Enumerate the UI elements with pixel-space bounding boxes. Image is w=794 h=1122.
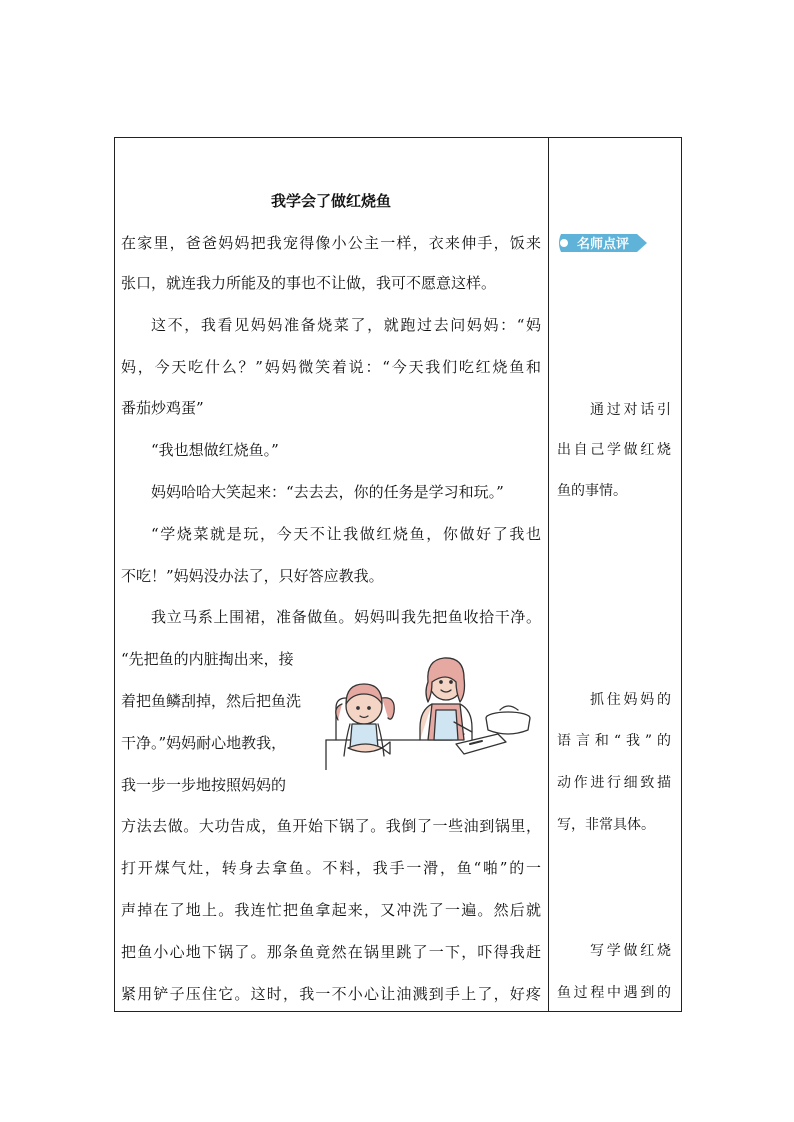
- badge-label: 名师点评: [576, 237, 630, 252]
- paragraph-line: 把鱼小心地下锅了。那条鱼竟然在锅里跳了一下，吓得我赶: [121, 943, 541, 961]
- comment-line: 抓住妈妈的: [590, 692, 671, 708]
- comment-line: 写，非常具体。: [557, 817, 655, 833]
- paragraph-line: 干净。”妈妈耐心地教我，: [121, 734, 287, 752]
- comment-line: 鱼的事情。: [557, 483, 627, 499]
- paragraph-line: “学烧菜就是玩，今天不让我做红烧鱼，你做好了我也: [151, 525, 541, 543]
- girl-and-mother-cooking-illustration-icon: [322, 648, 548, 770]
- paragraph-line: 打开煤气灶，转身去拿鱼。不料，我手一滑，鱼“啪”的一: [121, 859, 541, 877]
- paragraph-line: “先把鱼的内脏掏出来，接: [121, 650, 294, 668]
- article-title: 我学会了做红烧鱼: [270, 192, 391, 210]
- comment-line: 动作进行细致描: [557, 775, 671, 791]
- paragraph-line: 在家里，爸爸妈妈把我宠得像小公主一样，衣来伸手，饭来: [121, 234, 541, 252]
- paragraph-line: 着把鱼鳞刮掉，然后把鱼洗: [121, 692, 302, 710]
- paragraph-line: 番茄炒鸡蛋”: [121, 399, 204, 417]
- paragraph-line: 我一步一步地按照妈妈的: [121, 776, 287, 794]
- paragraph-line: 声掉在了地上。我连忙把鱼拿起来，又冲洗了一遍。然后就: [121, 901, 541, 919]
- comment-line: 出自己学做红烧: [557, 442, 671, 458]
- paragraph-line: 张口，就连我力所能及的事也不让做，我可不愿意这样。: [121, 274, 497, 292]
- paragraph-line: 妈妈哈哈大笑起来：“去去去，你的任务是学习和玩。”: [151, 483, 504, 501]
- column-divider: [548, 137, 549, 1012]
- comment-line: 通过对话引: [590, 402, 671, 418]
- paragraph-line: 我立马系上围裙，准备做鱼。妈妈叫我先把鱼收拾干净。: [151, 608, 541, 626]
- teacher-comment-badge: [557, 231, 649, 255]
- paragraph-line: 紧用铲子压住它。这时，我一不小心让油溅到手上了，好疼: [121, 985, 541, 1003]
- paragraph-line: 不吃！”妈妈没办法了，只好答应教我。: [121, 567, 384, 585]
- comment-line: 写学做红烧: [590, 943, 671, 959]
- paragraph-line: 方法去做。大功告成，鱼开始下锅了。我倒了一些油到锅里，: [121, 817, 541, 835]
- comment-line: 鱼过程中遇到的: [557, 985, 671, 1001]
- badge-dot-icon: [560, 239, 568, 247]
- paragraph-line: 妈，今天吃什么？”妈妈微笑着说：“今天我们吃红烧鱼和: [121, 358, 541, 376]
- comment-line: 语言和“我”的: [557, 733, 671, 749]
- paragraph-line: 这不，我看见妈妈准备烧菜了，就跑过去问妈妈：“妈: [151, 316, 541, 334]
- paragraph-line: “我也想做红烧鱼。”: [151, 441, 279, 459]
